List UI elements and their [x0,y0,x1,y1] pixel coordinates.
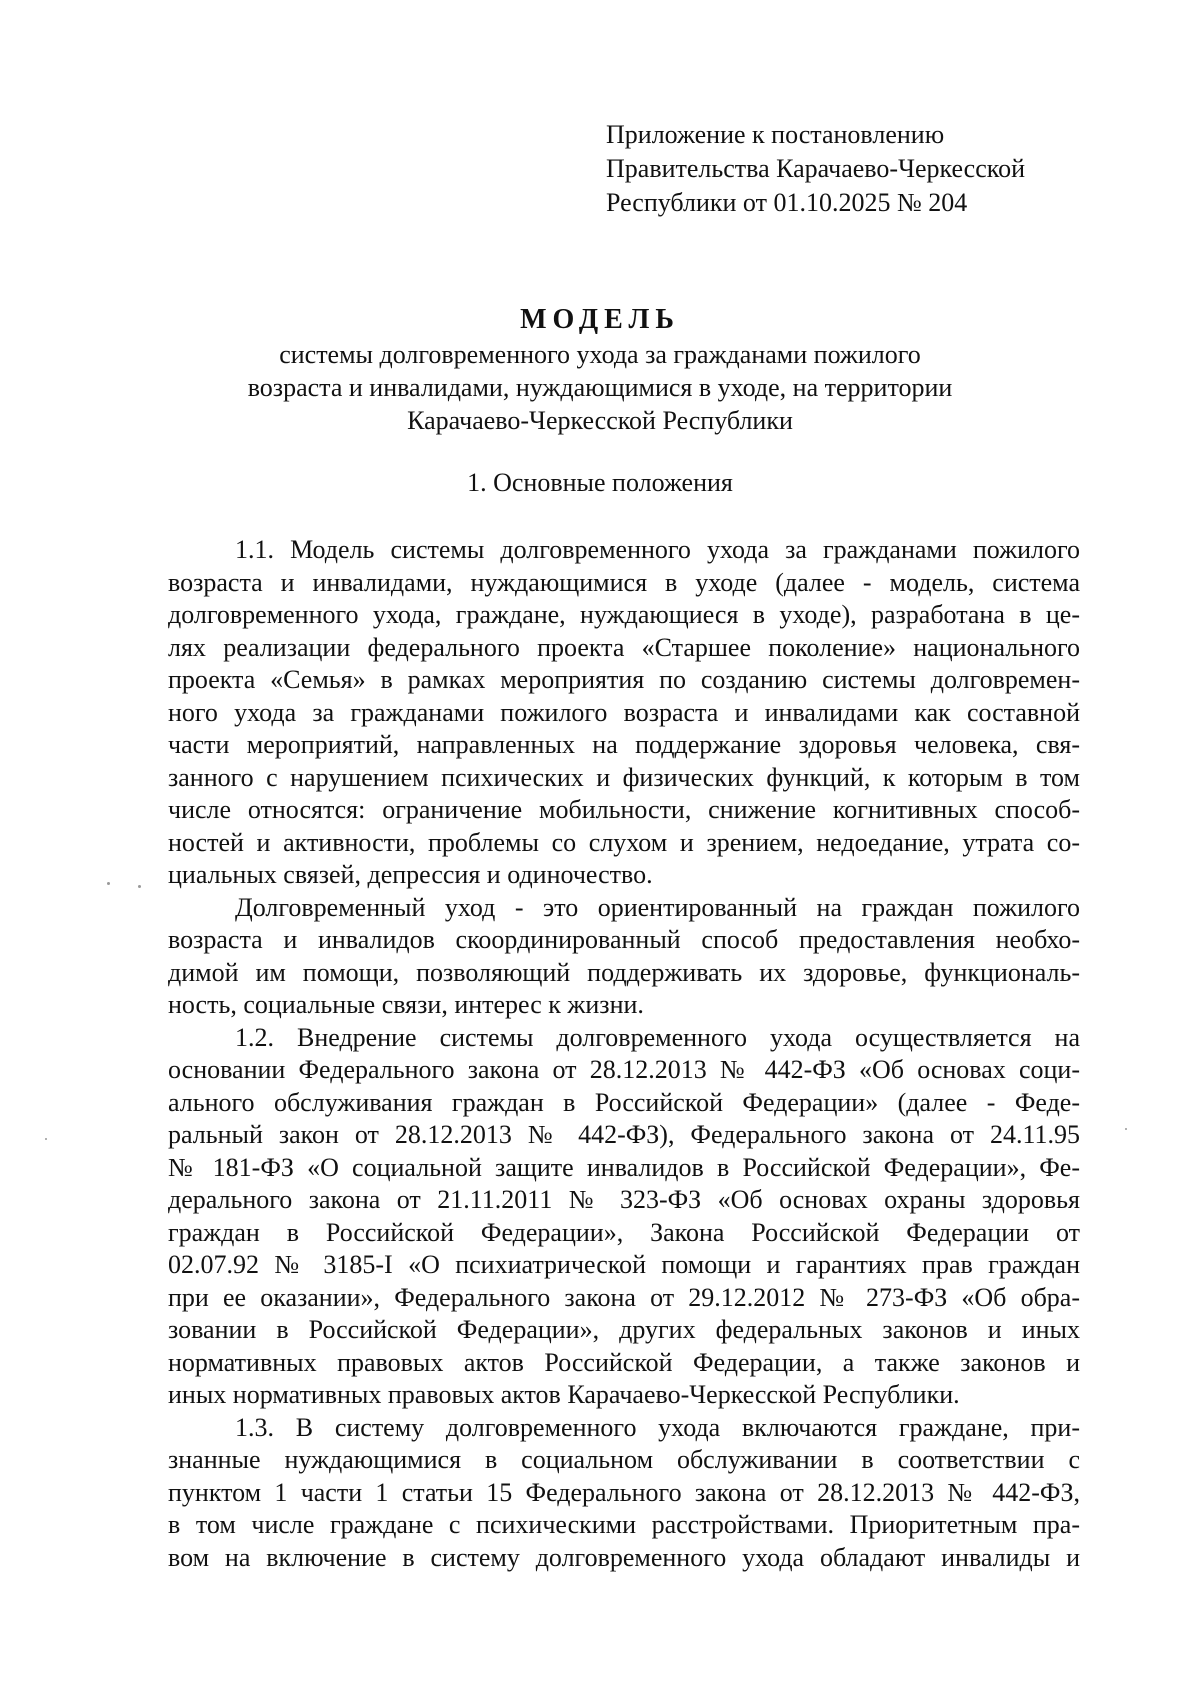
section-title: 1. Основные положения [467,468,733,497]
body-text [168,534,1080,1574]
body-line: дерального закона от 21.11.2011 № 323-ФЗ «Об основах охраны здоровья [168,1185,1080,1214]
body-line: вом на включение в систему долговременного ухода обладают инвалиды и [168,1542,1080,1572]
body-line: знанные нуждающимися в социальном обслуживании в соответствии с [168,1445,1080,1474]
body-line: № 181-ФЗ «О социальной защите инвалидов в Российской Федерации», Фе- [168,1152,1080,1182]
body-line: при ее оказании», Федерального закона от 29.12.2012 № 273-ФЗ «Об обра- [168,1282,1080,1312]
appendix-line: Республики от 01.10.2025 № 204 [606,188,968,217]
body-line: числе относятся: ограничение мобильности, снижение когнитивных способ- [168,795,1080,824]
body-line: граждан в Российской Федерации», Закона Российской Федерации от [168,1217,1080,1247]
body-line: ностей и активности, проблемы со слухом и зрением, недоедание, утрата со- [168,827,1080,857]
body-line: 02.07.92 № 3185-I «О психиатрической помощи и гарантиях прав граждан [168,1250,1080,1279]
body-line: ральный закон от 28.12.2013 № 442-ФЗ), Федерального закона от 24.11.95 [168,1120,1080,1149]
appendix-line: Приложение к постановлению [606,120,945,149]
subtitle-line: возраста и инвалидами, нуждающимися в уходе, на территории [247,373,953,402]
document-subtitle [0,338,1200,437]
scan-speck [138,885,141,888]
body-line: в том числе граждане с психическими расстройствами. Приоритетным пра- [168,1510,1080,1539]
appendix-block [606,118,1025,220]
scan-speck [45,1138,47,1140]
body-line: нормативных правовых актов Российской Федерации, а также законов и [168,1347,1080,1377]
scan-speck [107,882,110,885]
body-line: занного с нарушением психических и физических функций, к которым в том [168,762,1080,792]
body-line: ального обслуживания граждан в Российской Федерации» (далее - Феде- [168,1087,1080,1117]
subtitle-line: системы долговременного ухода за гражданами пожилого [279,340,921,369]
body-line: Долговременный уход - это ориентированный на граждан пожилого [235,892,1080,922]
body-line: возраста и инвалидами, нуждающимися в уходе (далее - модель, система [168,567,1080,597]
body-line: основании Федерального закона от 28.12.2013 № 442-ФЗ «Об основах соци- [168,1055,1080,1084]
body-line: проекта «Семья» в рамках мероприятия по созданию системы долговремен- [168,665,1080,694]
body-line: лях реализации федерального проекта «Старшее поколение» национального [168,632,1080,662]
body-line: зовании в Российской Федерации», других федеральных законов и иных [168,1315,1080,1344]
document-title: МОДЕЛЬ [520,304,680,335]
body-line: 1.2. Внедрение системы долговременного ухода осуществляется на [235,1022,1080,1052]
body-line: возраста и инвалидов скоординированный способ предоставления необхо- [168,925,1080,954]
body-line: димой им помощи, позволяющий поддерживать их здоровье, функциональ- [168,957,1080,987]
subtitle-line: Карачаево-Черкесской Республики [407,406,793,435]
body-line: 1.3. В систему долговременного ухода включаются граждане, при- [235,1412,1080,1442]
body-line: пунктом 1 части 1 статьи 15 Федерального закона от 28.12.2013 № 442-ФЗ, [168,1477,1080,1507]
body-line: части мероприятий, направленных на поддержание здоровья человека, свя- [168,730,1080,759]
body-line: ного ухода за гражданами пожилого возраста и инвалидами как составной [168,697,1080,727]
body-line: ность, социальные связи, интерес к жизни. [168,990,644,1019]
scan-speck [1125,1128,1127,1130]
appendix-line: Правительства Карачаево-Черкесской [606,154,1025,183]
body-line: циальных связей, депрессия и одиночество. [168,860,653,889]
body-line: долговременного ухода, граждане, нуждающиеся в уходе), разработана в це- [168,600,1080,629]
body-line: иных нормативных правовых актов Карачаево-Черкесской Республики. [168,1380,960,1409]
body-line: 1.1. Модель системы долговременного ухода за гражданами пожилого [235,535,1080,564]
